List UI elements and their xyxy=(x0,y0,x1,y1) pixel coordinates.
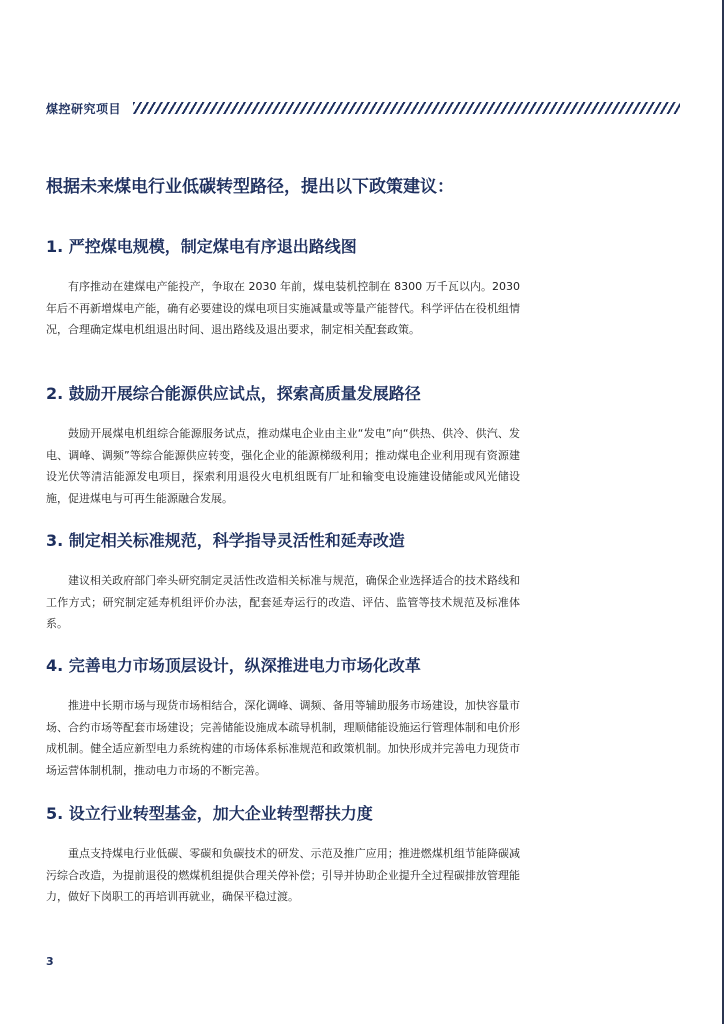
section-3 xyxy=(46,530,520,646)
section-body: 鼓励开展煤电机组综合能源服务试点，推动煤电企业由主业“发电”向“供热、供冷、供汽、发电、调峰、调频”等综合能源供应转变，强化企业的能源梯级利用；推动煤电企业利用现有资源建设光伏等清洁能源发电项目，探索利用退役火电机组既有厂址和输变电设施建设储能或风光储设施，促进煤电与可再生能源融合发展。 xyxy=(46,427,520,505)
header-title: 煤控研究项目 xyxy=(46,101,122,116)
section-body: 有序推动在建煤电产能投产，争取在 2030 年前，煤电装机控制在 8300 万千瓦以内。2030 年后不再新增煤电产能，确有必要建设的煤电项目实施减量或等量产能替代。科学评估在役机组情况，合理确定煤电机组退出时间、退出路线及退出要求，制定相关配套政策。 xyxy=(46,280,520,336)
section-1 xyxy=(46,236,520,352)
section-title: 5. 设立行业转型基金，加大企业转型帮扶力度 xyxy=(46,804,373,823)
section-5 xyxy=(46,803,520,919)
section-title: 4. 完善电力市场顶层设计，纵深推进电力市场化改革 xyxy=(46,656,421,675)
section-4 xyxy=(46,655,520,792)
section-2 xyxy=(46,383,520,520)
section-title: 2. 鼓励开展综合能源供应试点，探索高质量发展路径 xyxy=(46,384,421,403)
running-header xyxy=(46,100,680,116)
section-title: 1. 严控煤电规模，制定煤电有序退出路线图 xyxy=(46,237,357,256)
header-stripe-decoration xyxy=(133,102,680,114)
section-body: 推进中长期市场与现货市场相结合，深化调峰、调频、备用等辅助服务市场建设，加快容量市场、合约市场等配套市场建设；完善储能设施成本疏导机制，理顺储能设施运行管理体制和电价形成机制。健全适应新型电力系统构建的市场体系标准规范和政策机制。加快形成并完善电力现货市场运营体制机制，推动电力市场的不断完善。 xyxy=(46,699,520,777)
section-body: 重点支持煤电行业低碳、零碳和负碳技术的研发、示范及推广应用；推进燃煤机组节能降碳减污综合改造，为提前退役的燃煤机组提供合理关停补偿；引导并协助企业提升全过程碳排放管理能力，做好下岗职工的再培训再就业，确保平稳过渡。 xyxy=(46,847,520,903)
intro-heading: 根据未来煤电行业低碳转型路径，提出以下政策建议： xyxy=(46,177,454,197)
section-body: 建议相关政府部门牵头研究制定灵活性改造相关标准与规范，确保企业选择适合的技术路线和工作方式；研究制定延寿机组评价办法，配套延寿运行的改造、评估、监管等技术规范及标准体系。 xyxy=(46,574,520,630)
page-number: 3 xyxy=(46,955,54,968)
section-title: 3. 制定相关标准规范，科学指导灵活性和延寿改造 xyxy=(46,531,405,550)
